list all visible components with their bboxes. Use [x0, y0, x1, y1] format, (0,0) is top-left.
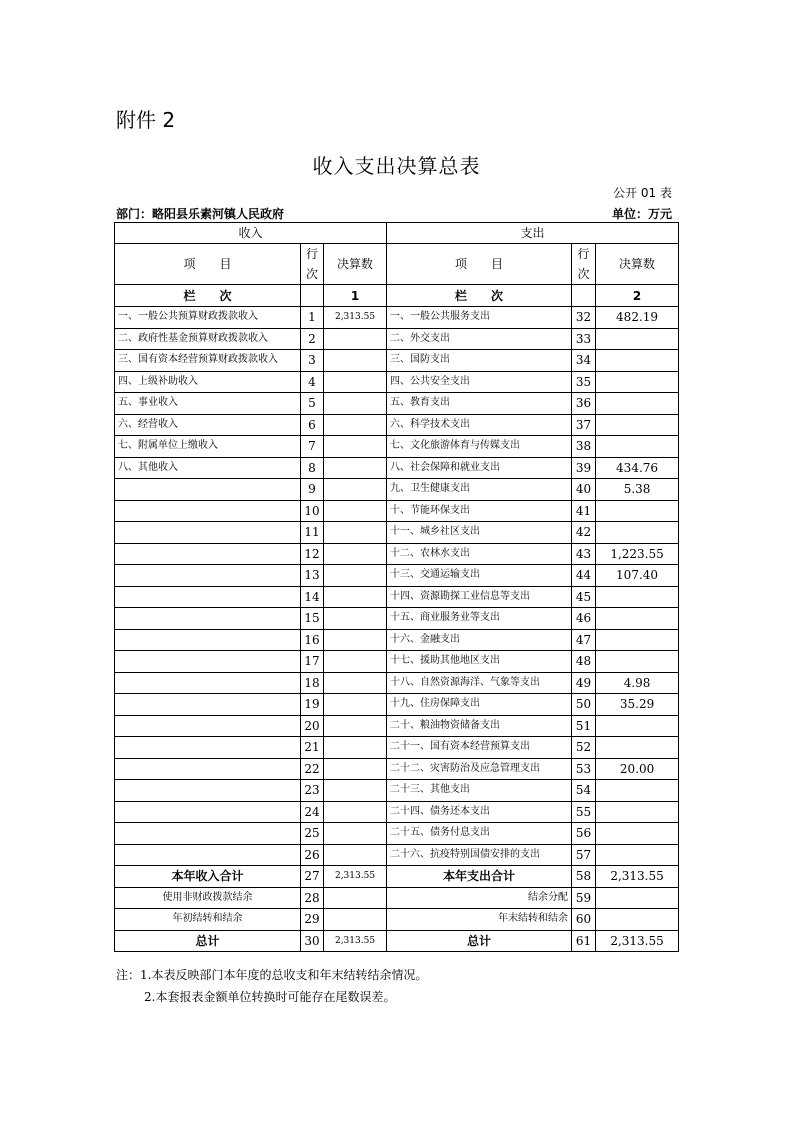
income-amount [324, 737, 387, 759]
income-line-no: 2 [301, 328, 324, 350]
expense-amount [596, 801, 679, 823]
table-row [115, 651, 679, 673]
expense-amount: 482.19 [596, 307, 679, 329]
table-row [115, 543, 679, 565]
income-column-blank [301, 285, 324, 307]
note-2: 2.本套报表金额单位转换时可能存在尾数误差。 [144, 990, 396, 1004]
expense-amount: 1,223.55 [596, 543, 679, 565]
expense-item: 二十五、债务付息支出 [387, 823, 572, 845]
income-item: 一、一般公共预算财政拨款收入 [115, 307, 301, 329]
table-row [115, 414, 679, 436]
income-item: 三、国有资本经营预算财政拨款收入 [115, 350, 301, 372]
income-line-no: 1 [301, 307, 324, 329]
income-line-no: 3 [301, 350, 324, 372]
income-amount [324, 651, 387, 673]
income-item [115, 608, 301, 630]
expense-line-no: 59 [572, 887, 596, 909]
expense-amount [596, 823, 679, 845]
income-line-no: 24 [301, 801, 324, 823]
income-item: 八、其他收入 [115, 457, 301, 479]
income-amount-header: 决算数 [324, 244, 387, 285]
summary-row [115, 866, 679, 888]
expense-item: 八、社会保障和就业支出 [387, 457, 572, 479]
table-row [115, 328, 679, 350]
income-line-no: 6 [301, 414, 324, 436]
expense-column-index: 2 [596, 285, 679, 307]
expense-line-no: 42 [572, 522, 596, 544]
expense-item: 二十三、其他支出 [387, 780, 572, 802]
income-line-no: 11 [301, 522, 324, 544]
table-row [115, 371, 679, 393]
attachment-label: 附件 2 [116, 108, 176, 132]
page-title: 收入支出决算总表 [312, 154, 481, 178]
table-row [115, 823, 679, 845]
expense-item: 二十二、灾害防治及应急管理支出 [387, 758, 572, 780]
expense-amount [596, 371, 679, 393]
expense-item: 二十、粮油物资储备支出 [387, 715, 572, 737]
expense-line-no: 53 [572, 758, 596, 780]
income-line-no: 7 [301, 436, 324, 458]
table-row [115, 479, 679, 501]
expense-line-no: 61 [572, 930, 596, 952]
income-line-no: 13 [301, 565, 324, 587]
table-row [115, 672, 679, 694]
table-row [115, 457, 679, 479]
table-row [115, 844, 679, 866]
income-item [115, 715, 301, 737]
income-line-no: 21 [301, 737, 324, 759]
income-amount [324, 371, 387, 393]
expense-item: 二十一、国有资本经营预算支出 [387, 737, 572, 759]
income-line-no: 23 [301, 780, 324, 802]
expense-amount [596, 350, 679, 372]
income-item: 四、上级补助收入 [115, 371, 301, 393]
expense-summary-item: 结余分配 [387, 887, 572, 909]
expense-item: 三、国防支出 [387, 350, 572, 372]
income-amount [324, 887, 387, 909]
expense-line-no: 46 [572, 608, 596, 630]
income-line-no: 30 [301, 930, 324, 952]
table-row [115, 801, 679, 823]
expense-line-no: 33 [572, 328, 596, 350]
unit-label: 单位：万元 [611, 207, 672, 221]
income-item: 六、经营收入 [115, 414, 301, 436]
table-row [115, 737, 679, 759]
income-item [115, 694, 301, 716]
expense-item: 十一、城乡社区支出 [387, 522, 572, 544]
expense-amount: 20.00 [596, 758, 679, 780]
income-item: 七、附属单位上缴收入 [115, 436, 301, 458]
expense-amount [596, 500, 679, 522]
expense-amount: 5.38 [596, 479, 679, 501]
income-line-no: 26 [301, 844, 324, 866]
income-summary-item: 总计 [115, 930, 301, 952]
table-row [115, 608, 679, 630]
expense-line-no: 56 [572, 823, 596, 845]
form-number: 公开 01 表 [613, 186, 672, 200]
expense-line-no: 50 [572, 694, 596, 716]
expense-line-no: 45 [572, 586, 596, 608]
summary-row [115, 909, 679, 931]
expense-item: 十三、交通运输支出 [387, 565, 572, 587]
income-amount [324, 565, 387, 587]
expense-line-no: 41 [572, 500, 596, 522]
income-amount [324, 522, 387, 544]
expense-line-no: 37 [572, 414, 596, 436]
income-amount [324, 629, 387, 651]
expense-amount [596, 780, 679, 802]
table-row [115, 565, 679, 587]
income-item [115, 823, 301, 845]
income-line-no: 20 [301, 715, 324, 737]
income-summary-item: 年初结转和结余 [115, 909, 301, 931]
income-summary-item: 使用非财政拨款结余 [115, 887, 301, 909]
expense-amount [596, 651, 679, 673]
income-line-no: 27 [301, 866, 324, 888]
expense-item: 九、卫生健康支出 [387, 479, 572, 501]
budget-table [114, 222, 679, 952]
expense-amount [596, 393, 679, 415]
table-row [115, 500, 679, 522]
income-line-no: 9 [301, 479, 324, 501]
expense-line-no: 35 [572, 371, 596, 393]
income-item [115, 780, 301, 802]
expense-line-no: 36 [572, 393, 596, 415]
table-row [115, 350, 679, 372]
income-amount [324, 672, 387, 694]
income-item [115, 844, 301, 866]
income-line-no: 18 [301, 672, 324, 694]
expense-column-label: 栏 次 [387, 285, 572, 307]
income-amount: 2,313.55 [324, 307, 387, 329]
income-column-index: 1 [324, 285, 387, 307]
expense-item: 五、教育支出 [387, 393, 572, 415]
income-item [115, 801, 301, 823]
expense-item: 二、外交支出 [387, 328, 572, 350]
income-item [115, 522, 301, 544]
expense-amount: 107.40 [596, 565, 679, 587]
header-row-column-index [115, 285, 679, 307]
expense-summary-item: 总计 [387, 930, 572, 952]
summary-row [115, 930, 679, 952]
income-amount [324, 801, 387, 823]
header-row-columns [115, 244, 679, 285]
income-amount [324, 758, 387, 780]
table-row [115, 780, 679, 802]
income-line-no: 29 [301, 909, 324, 931]
expense-line-no: 44 [572, 565, 596, 587]
expense-item: 二十六、抗疫特别国债安排的支出 [387, 844, 572, 866]
income-amount [324, 823, 387, 845]
income-line-no: 14 [301, 586, 324, 608]
expense-amount: 2,313.55 [596, 930, 679, 952]
expense-amount-header: 决算数 [596, 244, 679, 285]
expense-line-no: 39 [572, 457, 596, 479]
income-line-no: 17 [301, 651, 324, 673]
income-amount [324, 414, 387, 436]
expense-item-header: 项 目 [387, 244, 572, 285]
expense-line-no: 47 [572, 629, 596, 651]
expense-amount [596, 328, 679, 350]
table-row [115, 393, 679, 415]
income-amount [324, 694, 387, 716]
expense-amount [596, 887, 679, 909]
expense-line-no: 40 [572, 479, 596, 501]
income-item [115, 586, 301, 608]
expense-line-no: 38 [572, 436, 596, 458]
expense-amount [596, 715, 679, 737]
expense-line-no: 60 [572, 909, 596, 931]
expense-item: 十四、资源勘探工业信息等支出 [387, 586, 572, 608]
table-row [115, 586, 679, 608]
note-1: 注：1.本表反映部门本年度的总收支和年末结转结余情况。 [116, 968, 428, 982]
expense-amount: 434.76 [596, 457, 679, 479]
expense-item: 十八、自然资源海洋、气象等支出 [387, 672, 572, 694]
expense-item: 十二、农林水支出 [387, 543, 572, 565]
expense-line-no: 51 [572, 715, 596, 737]
expense-line-header: 行次 [572, 244, 596, 285]
income-amount [324, 457, 387, 479]
income-amount [324, 715, 387, 737]
income-line-no: 25 [301, 823, 324, 845]
table-row [115, 715, 679, 737]
income-line-no: 10 [301, 500, 324, 522]
expense-line-no: 43 [572, 543, 596, 565]
expense-item: 七、文化旅游体育与传媒支出 [387, 436, 572, 458]
income-amount: 2,313.55 [324, 930, 387, 952]
income-line-no: 5 [301, 393, 324, 415]
expense-amount [596, 522, 679, 544]
expense-amount: 4.98 [596, 672, 679, 694]
expense-summary-item: 年末结转和结余 [387, 909, 572, 931]
expense-header: 支出 [387, 223, 679, 244]
expense-line-no: 57 [572, 844, 596, 866]
expense-line-no: 48 [572, 651, 596, 673]
income-item [115, 758, 301, 780]
income-amount [324, 393, 387, 415]
income-amount [324, 350, 387, 372]
expense-amount [596, 629, 679, 651]
income-item-header: 项 目 [115, 244, 301, 285]
expense-summary-item: 本年支出合计 [387, 866, 572, 888]
table-row [115, 307, 679, 329]
summary-row [115, 887, 679, 909]
expense-amount [596, 608, 679, 630]
expense-amount: 35.29 [596, 694, 679, 716]
expense-amount [596, 737, 679, 759]
expense-line-no: 55 [572, 801, 596, 823]
expense-item: 二十四、债务还本支出 [387, 801, 572, 823]
income-item [115, 651, 301, 673]
expense-item: 十七、援助其他地区支出 [387, 651, 572, 673]
expense-item: 十六、金融支出 [387, 629, 572, 651]
expense-item: 四、公共安全支出 [387, 371, 572, 393]
income-line-no: 4 [301, 371, 324, 393]
income-column-label: 栏 次 [115, 285, 301, 307]
income-item [115, 479, 301, 501]
income-amount [324, 436, 387, 458]
header-row-sections [115, 223, 679, 244]
income-line-header: 行次 [301, 244, 324, 285]
income-line-no: 28 [301, 887, 324, 909]
expense-line-no: 52 [572, 737, 596, 759]
expense-amount [596, 436, 679, 458]
expense-item: 一、一般公共服务支出 [387, 307, 572, 329]
expense-line-no: 54 [572, 780, 596, 802]
expense-amount [596, 586, 679, 608]
expense-line-no: 58 [572, 866, 596, 888]
income-line-no: 15 [301, 608, 324, 630]
income-item [115, 543, 301, 565]
income-amount [324, 328, 387, 350]
table-row [115, 522, 679, 544]
income-header: 收入 [115, 223, 387, 244]
income-line-no: 12 [301, 543, 324, 565]
income-amount [324, 844, 387, 866]
income-item [115, 500, 301, 522]
income-line-no: 22 [301, 758, 324, 780]
expense-item: 十五、商业服务业等支出 [387, 608, 572, 630]
income-amount: 2,313.55 [324, 866, 387, 888]
income-amount [324, 479, 387, 501]
income-line-no: 19 [301, 694, 324, 716]
expense-column-blank [572, 285, 596, 307]
expense-line-no: 32 [572, 307, 596, 329]
expense-amount [596, 844, 679, 866]
table-row [115, 629, 679, 651]
income-line-no: 8 [301, 457, 324, 479]
expense-amount [596, 414, 679, 436]
table-row [115, 758, 679, 780]
income-item [115, 565, 301, 587]
income-item [115, 629, 301, 651]
expense-amount [596, 909, 679, 931]
income-item: 二、政府性基金预算财政拨款收入 [115, 328, 301, 350]
income-item [115, 737, 301, 759]
expense-item: 十、节能环保支出 [387, 500, 572, 522]
table-row [115, 694, 679, 716]
expense-amount: 2,313.55 [596, 866, 679, 888]
expense-item: 六、科学技术支出 [387, 414, 572, 436]
income-line-no: 16 [301, 629, 324, 651]
notes [116, 964, 427, 1008]
income-amount [324, 500, 387, 522]
expense-line-no: 49 [572, 672, 596, 694]
income-summary-item: 本年收入合计 [115, 866, 301, 888]
department-label: 部门：略阳县乐素河镇人民政府 [116, 207, 285, 221]
income-amount [324, 586, 387, 608]
income-item: 五、事业收入 [115, 393, 301, 415]
income-amount [324, 909, 387, 931]
income-amount [324, 543, 387, 565]
expense-line-no: 34 [572, 350, 596, 372]
expense-item: 十九、住房保障支出 [387, 694, 572, 716]
table-row [115, 436, 679, 458]
income-amount [324, 780, 387, 802]
income-amount [324, 608, 387, 630]
income-item [115, 672, 301, 694]
